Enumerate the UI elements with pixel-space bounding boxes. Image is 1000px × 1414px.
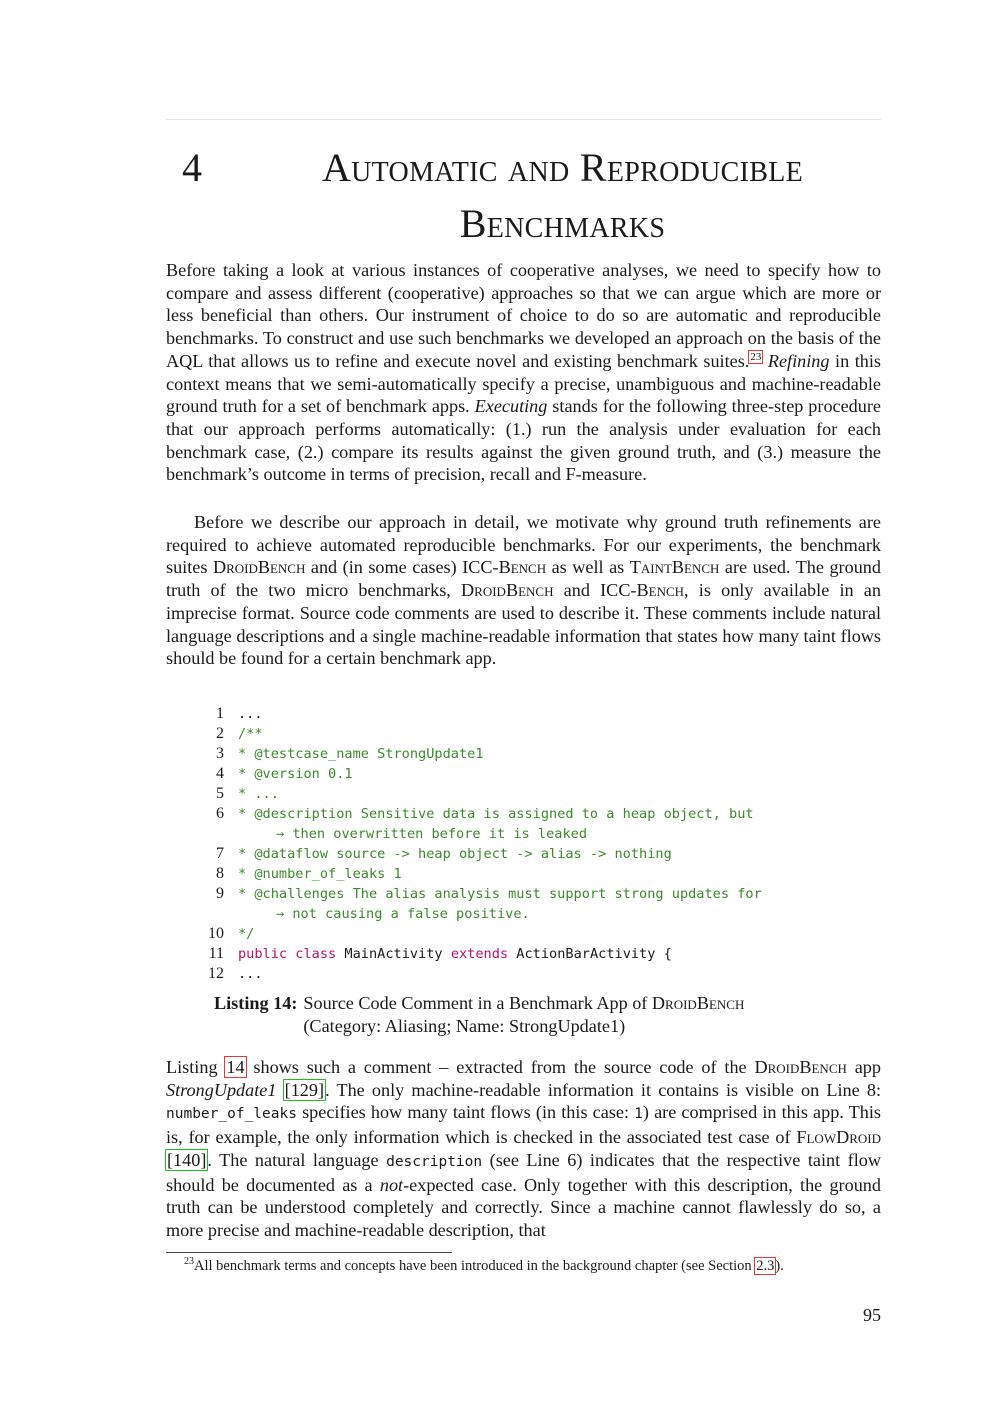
paragraph-motivation: Before we describe our approach in detail, we motivate why ground truth refinements are required to achieve automated reproducible benchmarks. For our experiments, the benchmark suites DroidBench and (in some cases) ICC-Bench as well as TaintBench are used. The ground truth of the two micro benchmarks, DroidBench and ICC-Bench, is only available in an imprecise format. Source code comments are used to describe it. These comments include natural language descriptions and a single machine-readable information that states how many taint flows should be found for a certain benchmark app. (166, 512, 881, 669)
code-line: 12 ... (208, 965, 263, 982)
listing-ref-14[interactable]: 14 (226, 1057, 245, 1077)
chapter-title: Automatic and Reproducible Benchmarks (321, 145, 804, 246)
listing-caption (214, 992, 854, 1038)
code-line: 1 ... (216, 705, 263, 722)
caption-text: Source Code Comment in a Benchmark App of DroidBench (Category: Aliasing; Name: StrongUpdate1) (303, 993, 745, 1036)
code-line: 4 * @version 0.1 (216, 765, 353, 782)
code-line: 9 * @challenges The alias analysis must support strong updates for (216, 885, 762, 902)
paragraph-intro: Before taking a look at various instances of cooperative analyses, we need to specify how to compare and assess different (cooperative) approaches so that we can argue which are more or less beneficial than others. Our instrument of choice to do so are automatic and reproducible benchmarks. To construct and use such benchmarks we developed an approach on the basis of the AQL that allows us to refine and execute novel and existing benchmark suites.$^{23}$ Refining in this context means that we semi-automatically specify a precise, unambiguous and machine-readable ground truth for a set of benchmark apps. Executing stands for the following three-step procedure that our approach performs automatically: (1.) run the analysis under evaluation for each benchmark case, (2.) compare its results against the given ground truth, and (3.) measure the benchmark’s outcome in terms of precision, recall and F-measure. (166, 260, 881, 485)
header-rule (166, 119, 881, 120)
page-number: 95 (863, 1305, 881, 1325)
footnote-23: $^{23}$All benchmark terms and concepts have been introduced in the background chapter (see Section 2.3). (184, 1256, 784, 1274)
code-listing (200, 704, 860, 984)
citation-129[interactable]: [129] (284, 1079, 325, 1100)
code-line: 7 * @dataflow source -> heap object -> alias -> nothing (216, 845, 672, 862)
code-line: 11 public class MainActivity extends ActionBarActivity { (208, 945, 672, 962)
code-line: 10 */ (208, 925, 255, 942)
caption-label: Listing 14: (214, 993, 298, 1013)
code-line-continuation: → not causing a false positive. (276, 906, 530, 922)
paragraph-listing-discussion: Listing 14 shows such a comment – extracted from the source code of the DroidBench app StrongUpdate1 [129]. The only machine-readable information it contains is visible on Line 8: number_of_leaks specifies how many taint flows (in this case: 1) are comprised in this app. This is, for example, the only information which is checked in the associated test case of FlowDroid [140]. The natural language description (see Line 6) indicates that the respective taint flow should be documented as a not-expected case. Only together with this description, the ground truth can be understood completely and correctly. Since a machine cannot flawlessly do so, a more precise and machine-readable description, that (166, 1057, 882, 1240)
code-line-continuation: → then overwritten before it is leaked (276, 826, 587, 842)
footnote-rule (166, 1252, 452, 1253)
citation-140[interactable]: [140] (167, 1149, 207, 1170)
section-ref-2-3[interactable]: 2.3 (756, 1258, 775, 1274)
footnote-ref-23[interactable]: 23 (750, 350, 762, 363)
code-line: 5 * ... (216, 785, 279, 802)
code-line: 6 * @description Sensitive data is assigned to a heap object, but (216, 805, 754, 822)
chapter-number: 4 (182, 145, 203, 190)
code-line: 2 /** (216, 725, 263, 742)
code-line: 3 * @testcase_name StrongUpdate1 (216, 745, 484, 762)
code-line: 8 * @number_of_leaks 1 (216, 865, 402, 882)
